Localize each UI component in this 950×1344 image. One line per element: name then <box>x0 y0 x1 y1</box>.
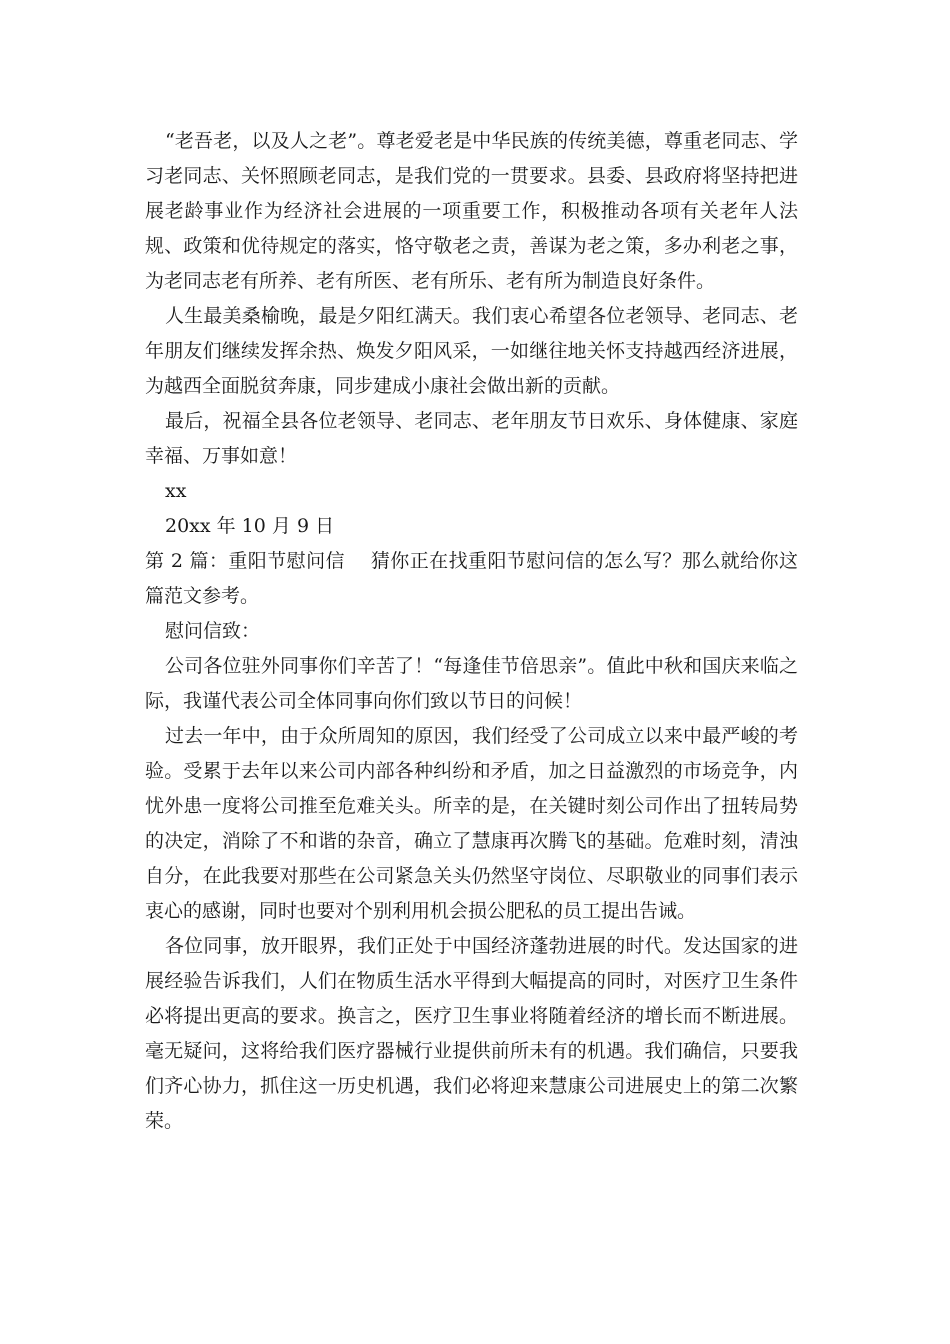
paragraph-closing-wishes: 最后，祝福全县各位老领导、老同志、老年朋友节日欢乐、身体健康、家庭幸福、万事如意！ <box>145 410 798 467</box>
letter-salutation: 慰问信致： <box>165 620 261 642</box>
signature: xx <box>165 480 187 502</box>
document-page <box>145 124 798 1139</box>
letter-paragraph-past-year: 过去一年中，由于众所周知的原因，我们经受了公司成立以来中最严峻的考验。受累于去年以来公司内部各种纠纷和矛盾，加之日益激烈的市场竞争，内忧外患一度将公司推至危难关头。所幸的是，在关键时刻公司作出了扭转局势的决定，消除了不和谐的杂音，确立了慧康再次腾飞的基础。危难时刻，清浊自分，在此我要对那些在公司紧急关头仍然坚守岗位、尽职敬业的同事们表示衷心的感谢，同时也要对个别利用机会损公肥私的员工提出告诫。 <box>145 725 798 922</box>
paragraph-sunset-years: 人生最美桑榆晚，最是夕阳红满天。我们衷心希望各位老领导、老同志、老年朋友们继续发挥余热、焕发夕阳风采，一如继往地关怀支持越西经济进展，为越西全面脱贫奔康，同步建成小康社会做出新的贡献。 <box>145 305 798 397</box>
letter-paragraph-future: 各位同事，放开眼界，我们正处于中国经济蓬勃进展的时代。发达国家的进展经验告诉我们，人们在物质生活水平得到大幅提高的同时，对医疗卫生条件必将提出更高的要求。换言之，医疗卫生事业将随着经济的增长而不断进展。毫无疑问，这将给我们医疗器械行业提供前所未有的机遇。我们确信，只要我们齐心协力，抓住这一历史机遇，我们必将迎来慧康公司进展史上的第二次繁荣。 <box>145 935 798 1132</box>
letter-paragraph-greeting: 公司各位驻外同事你们辛苦了！“每逢佳节倍思亲”。值此中秋和国庆来临之际，我谨代表公司全体同事向你们致以节日的问候！ <box>145 655 798 712</box>
paragraph-respect-elders: “老吾老，以及人之老”。尊老爱老是中华民族的传统美德，尊重老同志、学习老同志、关怀照顾老同志，是我们党的一贯要求。县委、县政府将坚持把进展老龄事业作为经济社会进展的一项重要工作，积极推动各项有关老年人法规、政策和优待规定的落实，恪守敬老之责，善谋为老之策，多办利老之事，为老同志老有所养、老有所医、老有所乐、老有所为制造良好条件。 <box>145 130 798 292</box>
date-line: 20xx 年 10 月 9 日 <box>165 515 335 537</box>
section-heading: 第 2 篇：重阳节慰问信 猜你正在找重阳节慰问信的怎么写？那么就给你这篇范文参考。 <box>145 550 798 607</box>
